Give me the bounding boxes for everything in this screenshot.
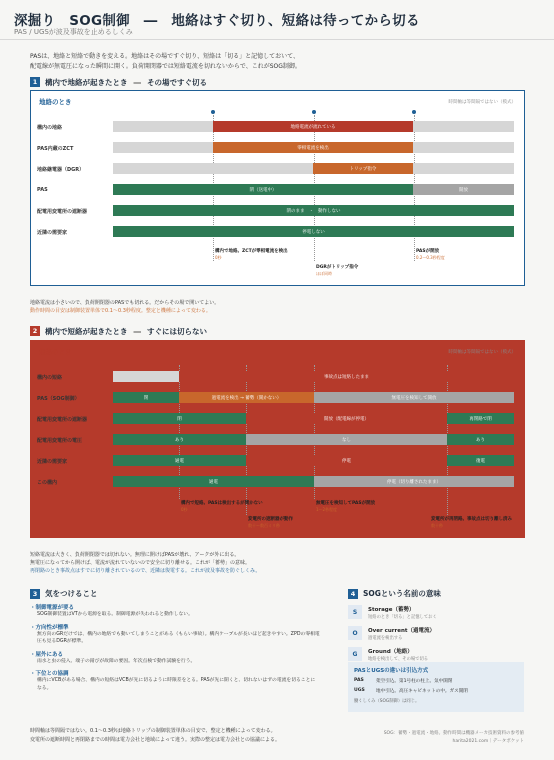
section-dash: ― [133, 77, 141, 87]
row-label: 配電用変電所の遮断器 [37, 417, 88, 423]
caution-heading: ・方向性が標準 [30, 624, 69, 631]
sog-item [348, 605, 524, 620]
ground-fault-panel [30, 90, 525, 286]
section-number: 1 [30, 77, 40, 87]
sog-item [348, 647, 524, 662]
box-title: PASとUGSの違いは引込方式 [354, 668, 429, 674]
page-subtitle: PAS / UGSが波及事故を止めるしくみ [14, 28, 133, 36]
sog-word: Ground（地絡） [368, 649, 413, 655]
box-footnote: 働くしくみ（SOG制御）は同じ。 [354, 699, 420, 704]
row-label: この構内 [37, 480, 58, 486]
intro-line: 配電線が無電圧になった瞬間に開く。負荷開閉器では短絡電流を切れないからで、これがSOG制御。 [30, 63, 301, 70]
timeline-bar [413, 142, 514, 153]
event-annotation: PASが開放 0.2〜0.3秒程度 [416, 249, 445, 260]
section-title: 構内で地絡が起きたとき [45, 77, 128, 87]
timeline-bar: 閉のまま ・ 動作しない [113, 205, 514, 216]
caution-text: 雨水と虫の侵入、端子の錆びが故障の要因。年次点検で動作試験を行う。 [37, 658, 196, 664]
row-label: PAS（SOG制御） [37, 396, 80, 402]
timeline-bar: 閉 [113, 392, 179, 403]
sog-letter: G [348, 647, 362, 661]
caution-heading: ・下位との協調 [30, 671, 69, 677]
section-4-heading [348, 588, 524, 599]
caution-item [30, 603, 338, 619]
note-line: 再閉路のとき事故点はすでに切り離されているので、近隣は復電する。これが波及事故を防ぐしくみ。 [30, 568, 261, 574]
section-title: 気をつけること [45, 589, 98, 598]
page-header [0, 0, 554, 40]
timeline-bar: 通電 [113, 476, 314, 487]
sog-item [348, 626, 524, 641]
event-dot [445, 360, 449, 364]
event-dot [211, 110, 215, 114]
timeline-bar: あり [447, 434, 514, 445]
sog-letter: O [348, 626, 362, 640]
sog-meaning-section [348, 588, 524, 662]
short-circuit-panel [30, 340, 525, 538]
timeline-bar: あり [113, 434, 246, 445]
caution-text: 無方向のGRだけでは、構内の地絡でも動いてしまうことがある（もらい事故）。構内ケーブルが長いほど起きやすい。ZPDの零相電 [37, 631, 320, 637]
caution-text: なる。 [37, 685, 52, 691]
event-annotation: 変電所が再閉路。事故点は切り離し済み 数十秒 [431, 517, 512, 528]
row-label: PAS [37, 187, 48, 193]
caution-item [30, 650, 338, 666]
cautions-section [30, 588, 338, 692]
row-label: 構内の短絡 [37, 375, 63, 381]
section-subtitle: その場ですぐ切る [147, 77, 207, 87]
caution-item [30, 669, 338, 692]
section-1-heading [30, 76, 207, 88]
section-title: 構内で短絡が起きたとき [45, 326, 128, 336]
event-annotation: 構内で短絡。PASは検出するが開かない 0秒 [181, 501, 263, 512]
sog-desc: 短絡のとき「切る」と記憶しておく [368, 615, 437, 620]
section-2-notes [30, 551, 525, 575]
intro-text [30, 52, 530, 72]
row-label: 構内の地絡 [37, 125, 63, 131]
timeline-bar: 停電 [246, 455, 447, 466]
sog-word: Over current（過電流） [368, 628, 435, 634]
timeline-bar: 地絡電流が流れている [213, 121, 413, 132]
timeline-bar [413, 163, 514, 174]
event-annotation: 無電圧を検知してPASが開放 1〜2秒程度 [316, 501, 376, 512]
note-line: 地絡電流は小さいので、負荷開閉器のPASでも切れる。だからその場で開いてよい。 [30, 300, 220, 306]
timeline-bar: 無電圧を検知して開放 [314, 392, 514, 403]
section-title: SOGという名前の意味 [363, 589, 441, 598]
note-line: 短絡電流は大きく、負荷開閉器では切れない。無理に開けばPASが壊れ、アークが外に出る。 [30, 552, 240, 558]
timeline-bar [113, 121, 213, 132]
timeline-bar: なし [246, 434, 447, 445]
timeline-bar [413, 121, 514, 132]
credit-line: harita2021.com｜データポケット [452, 739, 524, 744]
row-label: 近隣の需要家 [37, 459, 68, 465]
timeline-bar: トリップ指令 [313, 163, 413, 174]
timeline-bar: 再閉路で閉 [447, 413, 514, 424]
event-dot [412, 110, 416, 114]
caution-heading: ・屋外にある [30, 651, 64, 658]
event-dot [244, 360, 248, 364]
sog-desc: 地絡を検出して、その場で切る [368, 657, 429, 662]
caution-text: 圧も見るDGRが標準。 [37, 639, 87, 644]
timeline-bar: 過電流を検出 → 蓄勢（開かない） [179, 392, 314, 403]
caution-text: SOG制御装置はVTから電源を取る。制御電源が失われると動作しない。 [37, 612, 193, 617]
row-label: PAS内蔵のZCT [37, 146, 74, 152]
footer-line: 時間軸は等間隔ではない。0.1〜0.3秒は地絡トリップの制御装置単体の目安で、整定と機種によって変わる。 [30, 728, 276, 734]
section-subtitle: すぐには切らない [147, 326, 207, 336]
timeline-bar: 事故点は短絡したまま [179, 371, 514, 382]
section-number: 3 [30, 589, 40, 599]
page-title: 深掘り SOG制御 ― 地絡はすぐ切り、短絡は待ってから切る [14, 13, 420, 29]
section-3-heading [30, 588, 338, 599]
timeline-bar: 閉 [113, 413, 246, 424]
timeline-note: 時間軸は等間隔ではない（模式） [448, 100, 516, 105]
compare-row [354, 678, 518, 684]
timeline-bar: 停電しない [113, 226, 514, 237]
timeline-bar: 零相電流を検出 [213, 142, 413, 153]
footer-credit [384, 730, 524, 746]
caution-heading: ・制御電源が要る [30, 605, 75, 611]
note-line: 動作時間の目安は制御装置単体で0.1〜0.3秒程度。整定と機種によって変わる。 [30, 308, 211, 314]
row-label: 近隣の需要家 [37, 230, 68, 236]
sog-letter: S [348, 605, 362, 619]
timeline-bar [113, 163, 313, 174]
section-number: 2 [30, 326, 40, 336]
footer-line: 変電所の遮断時間と再閉路までの時間は電力会社と地域によって違う。実際の整定は電力会社との協議による。 [30, 736, 281, 743]
row-label: 地絡継電器（DGR） [37, 167, 85, 173]
timeline-bar: 開放 [413, 184, 514, 195]
timeline-bar [113, 142, 213, 153]
compare-key: UGS [354, 688, 365, 693]
section-2-heading [30, 325, 207, 337]
timeline-bar: 開放（配電線が停電） [246, 413, 447, 424]
credit-line: SOG：蓄勢・過電流・地絡。動作時間は機器メーカ技術資料の参考値 [383, 731, 524, 736]
section-1-notes [30, 299, 525, 315]
event-annotation: 変電所の遮断器が動作 数十〜数百ミリ秒 [248, 517, 293, 528]
note-line: 無電圧になってから開けば、電流が流れていないので安全に切り離せる。これが「蓄勢」の意味。 [30, 560, 251, 566]
compare-key: PAS [354, 678, 364, 683]
pas-ugs-box [348, 662, 524, 712]
row-label: 配電用変電所の遮断器 [37, 209, 88, 215]
timeline-bar: 停電（切り離されたまま） [314, 476, 514, 487]
section-number: 4 [348, 589, 358, 599]
row-label: 配電用変電所の電圧 [37, 438, 83, 444]
panel-title: 地絡のとき [39, 98, 72, 106]
section-dash: ― [133, 326, 141, 336]
panel-title: 短絡のとき [39, 348, 72, 356]
compare-row [354, 688, 518, 694]
compare-value: 地中引込。高圧キャビネットの中。ガス開閉 [376, 689, 468, 694]
timeline-bar: 復電 [447, 455, 514, 466]
timeline-bar [113, 371, 179, 382]
sog-desc: 過電流を検出する [368, 636, 403, 641]
compare-value: 架空引込。第1号柱の柱上。気中開閉 [376, 679, 453, 684]
event-annotation: DGRがトリップ指令 ほぼ同時 [316, 265, 359, 276]
footer-notes [30, 727, 350, 744]
caution-item [30, 623, 338, 646]
intro-line: PASは、地絡と短絡で動きを変える。地絡はその場ですぐ切り、短絡は「切る」と記憶しておいて、 [30, 53, 300, 60]
event-dot [312, 110, 316, 114]
event-dot [312, 360, 316, 364]
timeline-bar: 通電 [113, 455, 246, 466]
caution-text: 構内にVCBがある場合、構内の短絡はVCBが先に切るように時限差をとる。PASが先に開くと、切れないはずの電流を切ることに [37, 678, 316, 683]
timeline-note: 時間軸は等間隔ではない（模式） [448, 350, 516, 355]
event-annotation: 構内で地絡。ZCTが零相電流を検出 0秒 [215, 249, 288, 260]
sog-word: Storage（蓄勢） [368, 607, 415, 613]
event-dot [177, 360, 181, 364]
timeline-bar: 閉（送電中） [113, 184, 413, 195]
